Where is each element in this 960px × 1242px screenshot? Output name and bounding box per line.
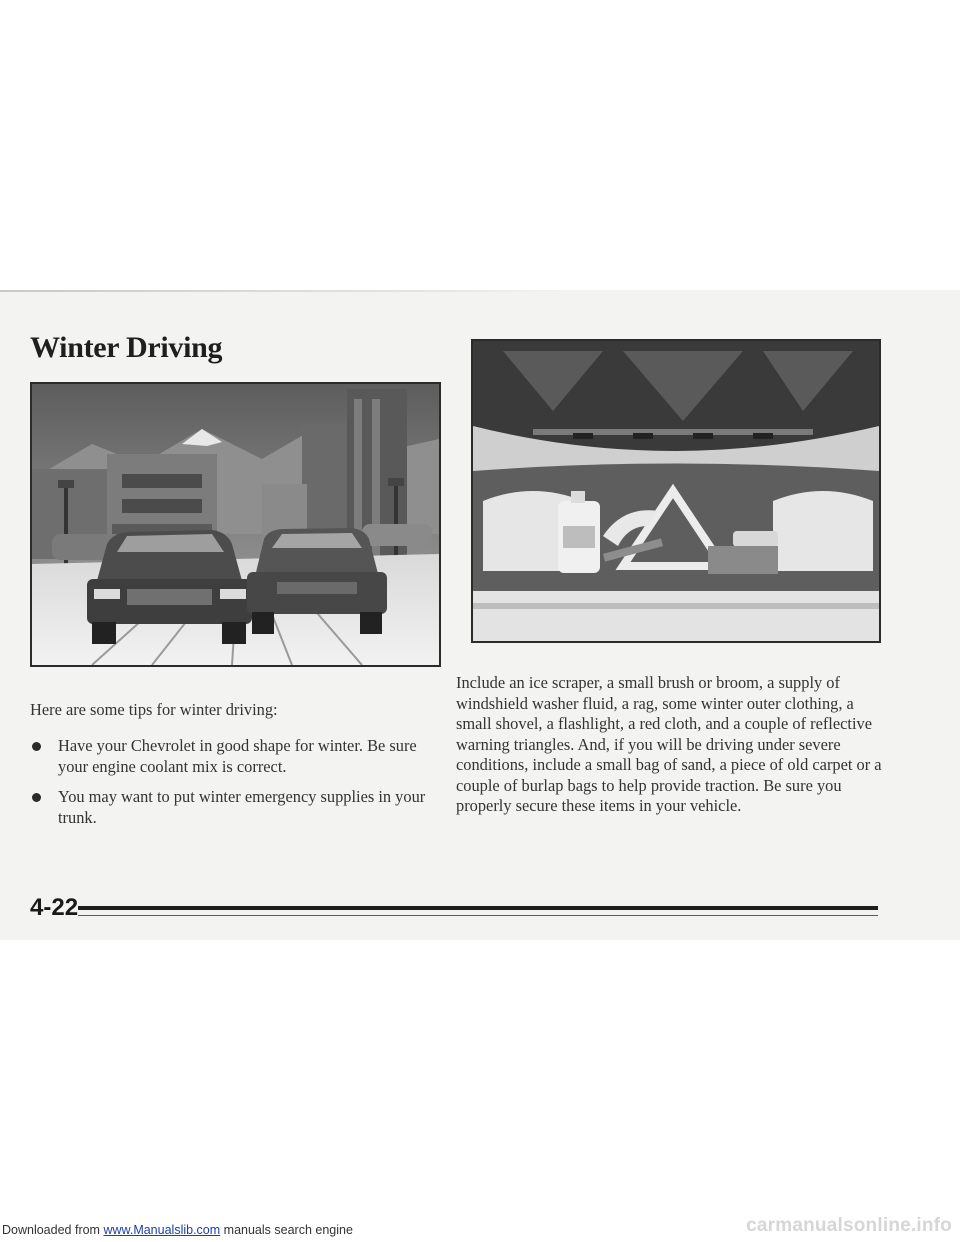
intro-text: Here are some tips for winter driving: xyxy=(30,700,278,719)
footer-rule-thin xyxy=(78,915,878,916)
manualslib-link[interactable]: www.Manualslib.com xyxy=(103,1223,221,1237)
top-rule xyxy=(0,290,560,292)
winter-street-illustration xyxy=(30,382,441,667)
tip-item xyxy=(30,787,450,828)
tip-text: Have your Chevrolet in good shape for winter. Be sure your engine coolant mix is correct. xyxy=(58,736,417,776)
tip-item xyxy=(30,736,450,777)
tips-list xyxy=(30,736,450,838)
winter-street-drawing xyxy=(32,384,439,665)
page-title: Winter Driving xyxy=(30,331,223,364)
download-prefix: Downloaded from xyxy=(2,1223,100,1237)
watermark: carmanualsonline.info xyxy=(746,1215,952,1236)
page-number: 4-22 xyxy=(30,894,79,921)
download-note xyxy=(2,1223,353,1237)
download-suffix: manuals search engine xyxy=(223,1223,353,1237)
bullet-icon xyxy=(32,793,41,802)
footer-rule xyxy=(78,906,878,910)
bullet-icon xyxy=(32,742,41,751)
supplies-paragraph: Include an ice scraper, a small brush or broom, a supply of windshield washer fluid, a rag, some winter outer clothing, a small shovel, a flashlight, a red cloth, and a couple of reflective warning triangles. And, if you will be driving under severe conditions, include a small bag of sand, a piece of old carpet or a couple of burlap bags to help provide traction. Be sure you properly secure these items in your vehicle. xyxy=(456,673,882,815)
trunk-supplies-illustration xyxy=(471,339,881,643)
tip-text: You may want to put winter emergency supplies in your trunk. xyxy=(58,787,426,827)
trunk-supplies-drawing xyxy=(473,341,879,641)
